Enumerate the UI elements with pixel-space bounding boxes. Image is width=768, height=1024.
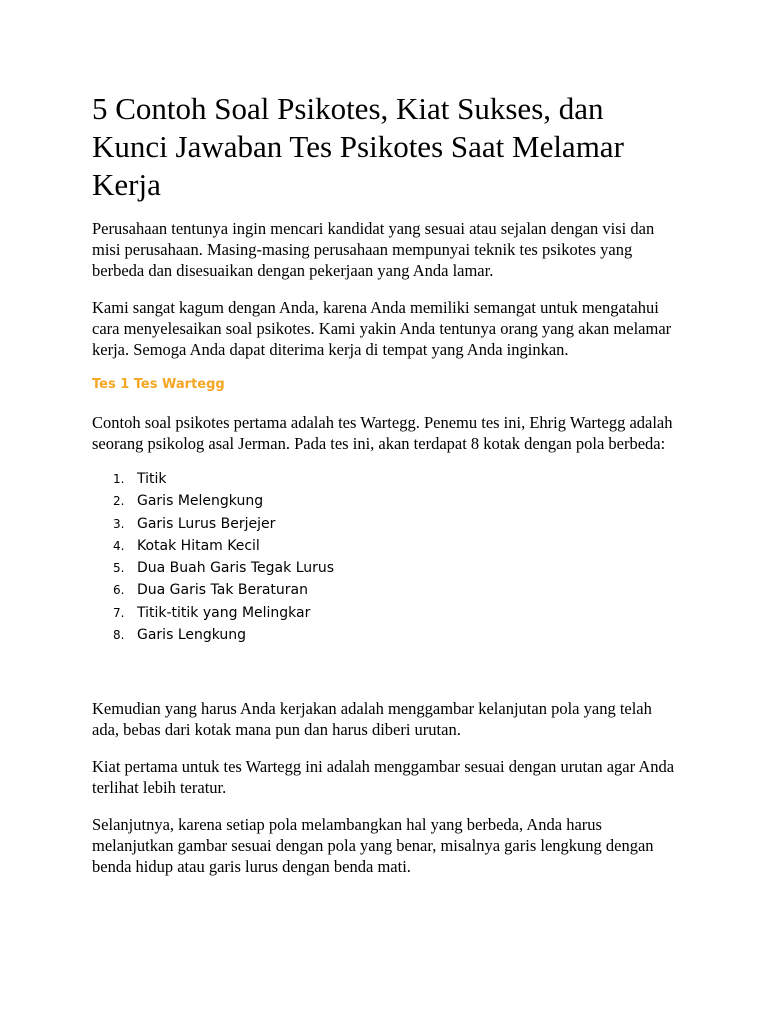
list-item-text: Garis Lengkung [137, 627, 247, 644]
list-item-number: 6. [113, 583, 125, 598]
list-item-text: Titik [137, 471, 167, 487]
after-paragraph-2: Kiat pertama untuk tes Wartegg ini adalah menggambar sesuai dengan urutan agar Anda terlihat lebih teratur. [92, 757, 675, 798]
list-item-text: Garis Lurus Berjejer [137, 515, 276, 532]
list-item [92, 490, 682, 512]
list-item-text: Dua Garis Tak Beraturan [137, 582, 308, 599]
after-paragraph-1: Kemudian yang harus Anda kerjakan adalah menggambar kelanjutan pola yang telah ada, bebas dari kotak mana pun dan harus diberi urutan. [92, 699, 652, 740]
list-item-number: 5. [113, 561, 125, 576]
list-item [92, 535, 682, 557]
document-page [92, 90, 682, 893]
intro-paragraph-1: Perusahaan tentunya ingin mencari kandidat yang sesuai atau sejalan dengan visi dan misi perusahaan. Masing-masing perusahaan mempunyai teknik tes psikotes yang berbeda dan disesuaikan dengan pekerjaan yang Anda lamar. [92, 219, 655, 280]
pattern-list [92, 468, 682, 646]
list-item-text: Dua Buah Garis Tegak Lurus [137, 560, 335, 577]
list-item [92, 557, 682, 579]
list-item-number: 8. [113, 628, 125, 643]
after-paragraph-3: Selanjutnya, karena setiap pola melambangkan hal yang berbeda, Anda harus melanjutkan gambar sesuai dengan pola yang benar, misalnya garis lengkung dengan benda hidup atau garis lurus dengan benda mati. [92, 815, 654, 877]
list-item-number: 7. [113, 605, 125, 620]
document-title: 5 Contoh Soal Psikotes, Kiat Sukses, dan Kunci Jawaban Tes Psikotes Saat Melamar Kerja [92, 91, 624, 202]
spacer [92, 646, 682, 698]
list-item-text: Kotak Hitam Kecil [137, 537, 260, 554]
list-item-number: 3. [113, 516, 125, 531]
list-item-number: 1. [113, 472, 125, 486]
list-item-number: 4. [113, 538, 125, 553]
list-item-text: Garis Melengkung [137, 493, 264, 510]
list-item [92, 602, 682, 624]
list-item [92, 468, 682, 490]
intro-paragraph-2: Kami sangat kagum dengan Anda, karena Anda memiliki semangat untuk mengatahui cara menyelesaikan soal psikotes. Kami yakin Anda tentunya orang yang akan melamar kerja. Semoga Anda dapat diterima kerja di tempat yang Anda inginkan. [92, 298, 672, 359]
section-heading: Tes 1 Tes Wartegg [92, 377, 225, 392]
list-item [92, 624, 682, 646]
list-item-number: 2. [113, 494, 125, 509]
list-item [92, 513, 682, 535]
list-item [92, 579, 682, 601]
section-paragraph: Contoh soal psikotes pertama adalah tes Wartegg. Penemu tes ini, Ehrig Wartegg adalah seorang psikolog asal Jerman. Pada tes ini, akan terdapat 8 kotak dengan pola berbeda: [92, 413, 673, 453]
list-item-text: Titik-titik yang Melingkar [137, 604, 311, 621]
